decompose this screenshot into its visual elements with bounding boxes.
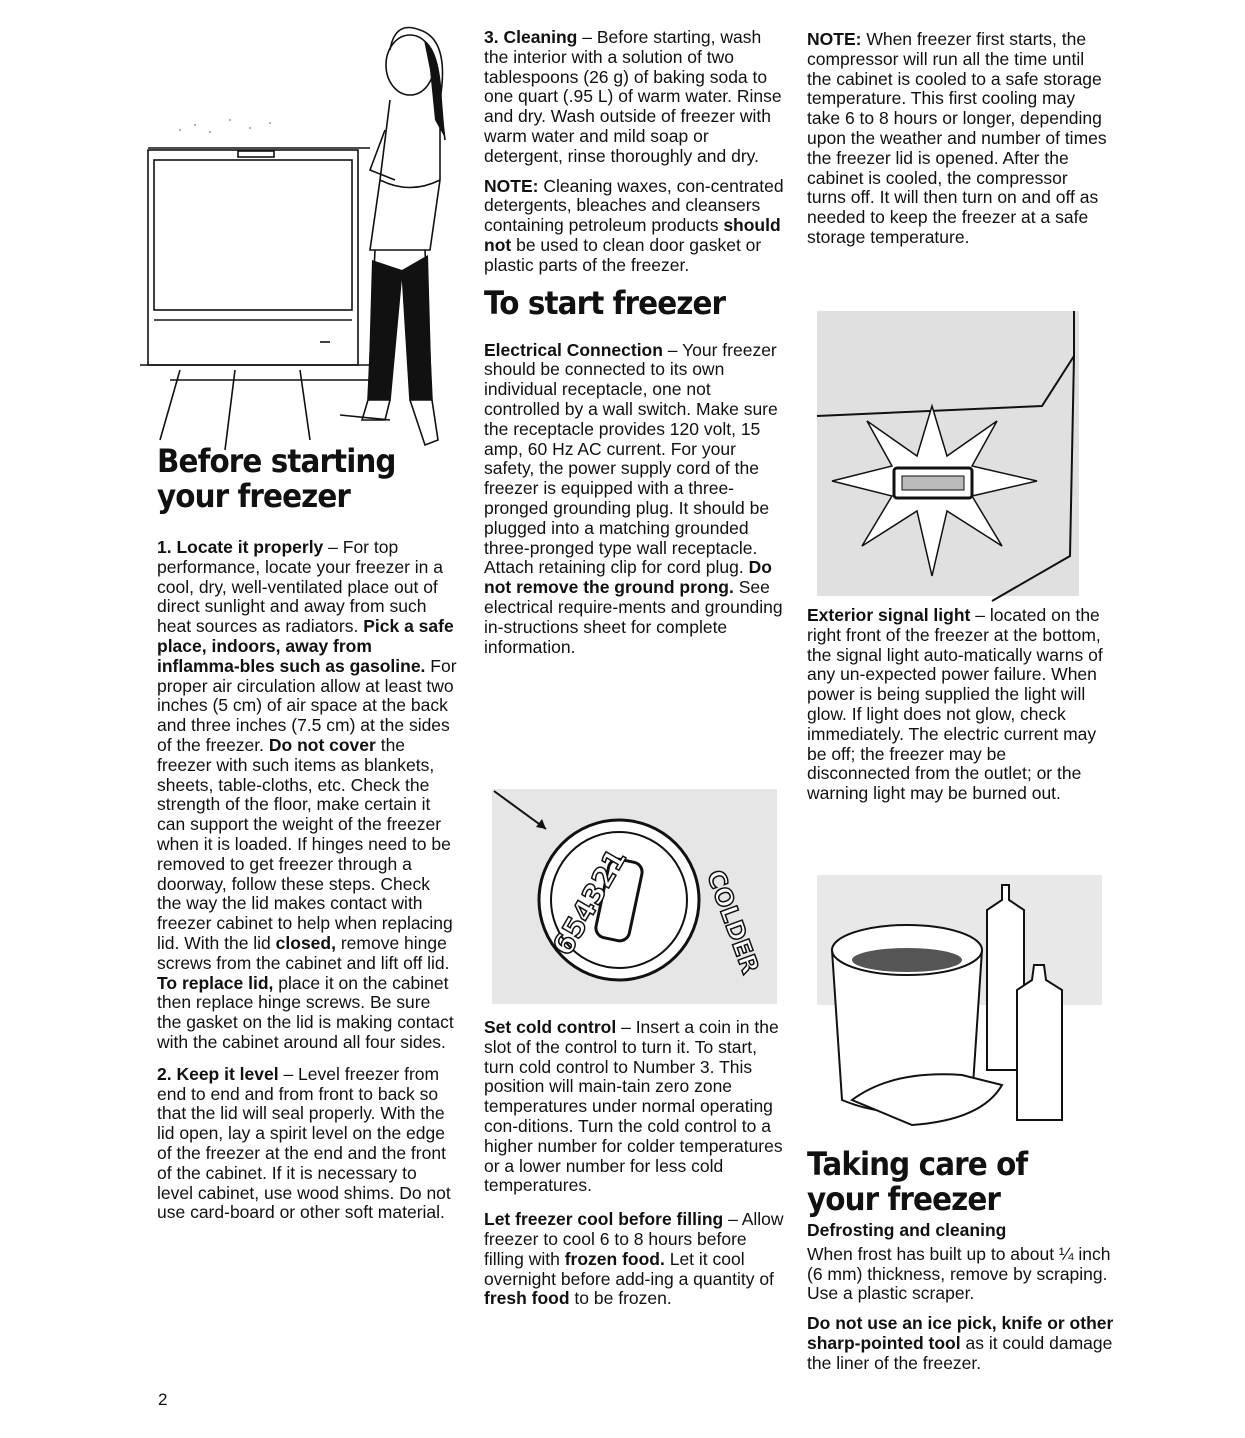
locate-bold-b: Do not cover xyxy=(268,734,376,755)
warning-bold: Do not use an ice pick, knife or other sharp-pointed tool xyxy=(807,1313,1114,1353)
cleaning-note-text-b: be used to clean door gasket or plastic parts of the freezer. xyxy=(484,234,762,275)
locate-bold-c: closed, xyxy=(275,932,336,953)
locate-text-e: place it on the cabinet then replace hinge screws. Be sure the gasket on the lid is making contact with the cabinet around all four sides. xyxy=(157,972,454,1052)
cold-control-dial-illustration xyxy=(484,785,784,1010)
warning-text: as it could damage the liner of the freezer. xyxy=(807,1332,1113,1373)
cleaning-note-lead: NOTE: xyxy=(484,175,539,196)
locate-bold-a: Pick a safe place, indoors, away from inflamma-bles such as gasoline. xyxy=(157,616,454,676)
signal-light-illustration xyxy=(812,306,1092,606)
before-title-line1: Before starting xyxy=(157,442,396,480)
freezer-cabinet-drawing xyxy=(148,150,358,365)
cleaning-lead: 3. Cleaning xyxy=(484,27,578,47)
locate-paragraph xyxy=(157,538,457,1053)
level-paragraph xyxy=(157,1065,457,1223)
cool-text-c: to be frozen. xyxy=(569,1288,672,1309)
locate-lead: 1. Locate it properly xyxy=(157,537,324,557)
cleanser-bottle-drawing xyxy=(1017,965,1062,1120)
dial-numbers: 654321 xyxy=(545,843,634,961)
cool-text-a: – Allow freezer to cool 6 to 8 hours before filling with xyxy=(484,1209,784,1269)
defrost-paragraph: When frost has built up to about ¼ inch (6 mm) thickness, remove by scraping. Use a plastic scraper. xyxy=(807,1243,1111,1304)
electrical-bold: Do not remove the ground prong. xyxy=(484,557,772,598)
level-text: – Level freezer from end to end and from front to back so that the lid will seal properly. With the lid open, lay a spirit level on the edge of the freezer at the end and the front of the cabinet. If it is necessary to level cabinet, use wood shims. Do not use card-board or other soft material. xyxy=(157,1063,451,1223)
column-middle-lower xyxy=(484,1018,784,1319)
cold-control-text: – Insert a coin in the slot of the control to turn it. To start, turn cold control to Number 3. This position will main-tain zero zone temperatures under normal operating con-ditions. Turn the cold control to a higher number for colder temperatures or a lower number for less cold temperatures. xyxy=(484,1017,783,1196)
cleaning-text: – Before starting, wash the interior with a solution of two tablespoons (26 g) of baking soda to one quart (.95 L) of warm water. Rinse and dry. Wash outside of freezer with warm water and mild soap or detergent, rinse thoroughly and dry. xyxy=(484,27,782,166)
locate-text-c: the freezer with such items as blankets, sheets, table-cloths, etc. Check the strength of the floor, make certain it can support the weight of the freezer when it is loaded. If hinges need to be removed to get freezer through a doorway, follow these steps. Check the way the lid makes contact with freezer cabinet to help when replacing lid. With the lid xyxy=(157,734,453,953)
column-right-lower xyxy=(807,1147,1117,1384)
cold-control-lead: Set cold control xyxy=(484,1017,617,1037)
start-title: To start freezer xyxy=(484,283,726,322)
cool-bold-b: fresh food xyxy=(484,1288,570,1309)
defrost-heading: Defrosting and cleaning xyxy=(807,1220,1007,1240)
first-start-note-text: When freezer first starts, the compressor will run all the time until the cabinet is cooled to a safe storage temperature. This first cooling may take 6 to 8 hours or longer, depending upon the weather and number of times the freezer lid is opened. After the cabinet is cooled, the compressor turns off. It will then turn on and off as needed to keep the freezer at a safe storage temperature. xyxy=(807,29,1107,247)
column-middle xyxy=(484,28,784,667)
cool-paragraph xyxy=(484,1210,784,1309)
locate-text-d: remove hinge screws from the cabinet and lift off lid. xyxy=(157,932,450,973)
locate-text-b: For proper air circulation allow at least two inches (5 cm) of air space at the back and three inches (7.5 cm) at the sides of the freezer. xyxy=(157,655,457,755)
page-number: 2 xyxy=(158,1390,168,1409)
first-start-note xyxy=(807,30,1107,248)
signal-paragraph xyxy=(807,606,1107,804)
electrical-lead: Electrical Connection xyxy=(484,339,663,360)
cool-bold-a: frozen food. xyxy=(564,1248,665,1269)
level-lead: 2. Keep it level xyxy=(157,1063,279,1084)
warning-paragraph xyxy=(807,1314,1117,1373)
cool-text-b: Let it cool overnight before add-ing a quantity of xyxy=(484,1248,774,1289)
first-start-note-lead: NOTE: xyxy=(807,29,862,49)
column-right-middle xyxy=(807,606,1107,814)
signal-lead: Exterior signal light xyxy=(807,605,971,625)
cleaning-note xyxy=(484,177,784,276)
before-title-line2: your freezer xyxy=(157,477,350,515)
electrical-text-a: – Your freezer should be connected to its own individual receptacle, one not controlled by a wall switch. Make sure the receptacle provides 120 volt, 15 amp, 60 Hz AC current. For your safety, the power supply cord of the freezer is equipped with a three-pronged grounding plug. It should be plugged into a matching grounded three-pronged type wall receptacle. Attach retaining clip for cord plug. xyxy=(484,339,778,578)
cleaning-supplies-illustration xyxy=(812,870,1107,1145)
cleaning-note-bold: should not xyxy=(484,215,781,255)
cleaning-paragraph xyxy=(484,28,784,167)
cleaning-note-text-a: Cleaning waxes, con-centrated detergents, bleaches and cleansers containing petroleum products xyxy=(484,175,784,236)
care-title-line1: Taking care of xyxy=(807,1145,1028,1183)
electrical-paragraph xyxy=(484,341,784,658)
care-title-line2: your freezer xyxy=(807,1180,1000,1218)
column-right xyxy=(807,30,1107,258)
freezer-woman-illustration xyxy=(140,20,460,460)
dial-colder: COLDER xyxy=(701,866,765,978)
column-left xyxy=(157,444,457,1233)
locate-text-a: – For top performance, locate your freezer in a cool, dry, well-ventilated place out of direct sunlight and away from such heat sources as radiators. xyxy=(157,537,443,637)
electrical-text-b: See electrical require-ments and grounding in-structions sheet for complete information. xyxy=(484,577,783,657)
locate-bold-d: To replace lid, xyxy=(157,972,274,993)
signal-text: – located on the right front of the freezer at the bottom, the signal light auto-matically warns of any un-expected power failure. When power is being supplied the light will glow. If light does not glow, check immediately. The electric current may be off; the freezer may be disconnected from the outlet; or the warning light may be burned out. xyxy=(807,605,1103,804)
cool-lead: Let freezer cool before filling xyxy=(484,1209,724,1230)
cold-control-paragraph xyxy=(484,1018,784,1196)
